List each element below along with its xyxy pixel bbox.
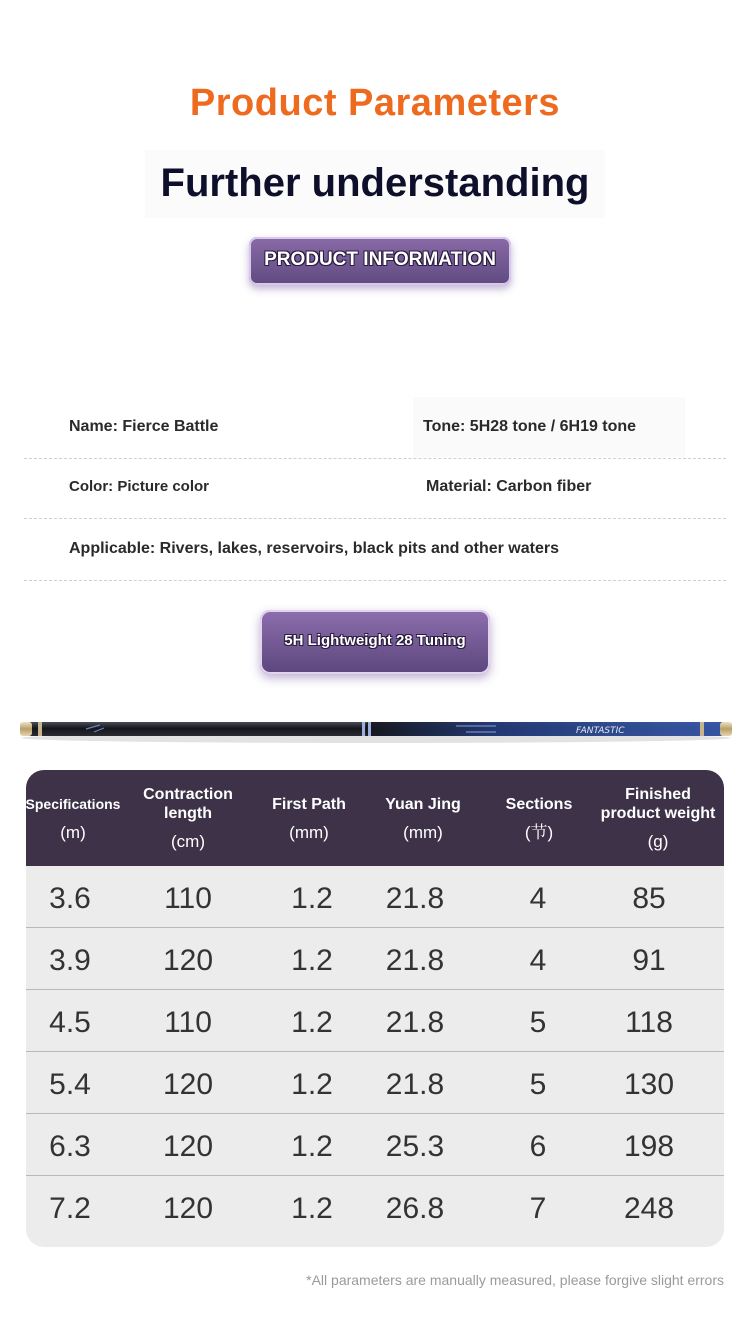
cell-first-path: 1.2: [291, 1068, 333, 1101]
cell-first-path: 1.2: [291, 1130, 333, 1163]
product-name: Name: Fierce Battle: [69, 418, 219, 435]
header-yuan-jing: Yuan Jing (mm): [385, 795, 461, 842]
header-finished-weight: Finished product weight (g): [600, 786, 716, 851]
cell-spec: 3.6: [49, 882, 91, 915]
cell-yuan-jing: 26.8: [385, 1192, 445, 1225]
cell-first-path: 1.2: [291, 1006, 333, 1039]
cell-sections: 4: [529, 882, 547, 915]
page-title: Product Parameters: [189, 82, 561, 124]
specifications-table: [26, 770, 724, 1247]
cell-first-path: 1.2: [291, 944, 333, 977]
cell-weight: 130: [623, 1068, 675, 1101]
cell-contraction: 110: [164, 882, 212, 915]
header-sections: Sections (节): [505, 795, 573, 842]
rod-brand-text: FANTASTIC: [576, 726, 625, 736]
table-row: [26, 990, 724, 1052]
product-material: Material: Carbon fiber: [426, 478, 592, 495]
table-row: [26, 1114, 724, 1176]
page-subtitle: Further understanding: [145, 150, 605, 218]
table-row: [26, 928, 724, 990]
cell-yuan-jing: 21.8: [385, 1006, 445, 1039]
info-row-color-material: [24, 457, 726, 519]
cell-sections: 5: [529, 1006, 547, 1039]
cell-yuan-jing: 21.8: [385, 882, 445, 915]
cell-weight: 85: [632, 882, 666, 915]
cell-yuan-jing: 21.8: [385, 944, 445, 977]
cell-spec: 4.5: [49, 1006, 91, 1039]
cell-first-path: 1.2: [291, 1192, 333, 1225]
info-row-applicable: [24, 519, 726, 581]
cell-sections: 5: [529, 1068, 547, 1101]
fishing-rod-image: [16, 712, 736, 748]
cell-spec: 3.9: [49, 944, 91, 977]
cell-sections: 7: [529, 1192, 547, 1225]
cell-sections: 4: [529, 944, 547, 977]
table-row: [26, 866, 724, 928]
measurement-footnote: *All parameters are manually measured, please forgive slight errors: [306, 1272, 724, 1288]
fishing-rod-illustration: [16, 712, 736, 748]
cell-weight: 118: [625, 1006, 673, 1039]
header-specifications: Specifications (m): [26, 795, 121, 842]
cell-weight: 91: [632, 944, 666, 977]
table-header: [26, 770, 724, 866]
cell-spec: 7.2: [49, 1192, 91, 1225]
cell-contraction: 120: [162, 1192, 214, 1225]
product-information-badge: PRODUCT INFORMATION: [249, 237, 511, 285]
cell-contraction: 110: [164, 1006, 212, 1039]
cell-first-path: 1.2: [291, 882, 333, 915]
cell-spec: 5.4: [49, 1068, 91, 1101]
cell-contraction: 120: [162, 1068, 214, 1101]
cell-contraction: 120: [162, 1130, 214, 1163]
cell-yuan-jing: 21.8: [385, 1068, 445, 1101]
table-row: [26, 1052, 724, 1114]
cell-weight: 198: [623, 1130, 675, 1163]
product-color: Color: Picture color: [69, 478, 210, 495]
cell-weight: 248: [623, 1192, 675, 1225]
tuning-badge: 5H Lightweight 28 Tuning: [260, 610, 490, 674]
cell-spec: 6.3: [49, 1130, 91, 1163]
table-row: [26, 1176, 724, 1238]
product-tone: Tone: 5H28 tone / 6H19 tone: [413, 397, 685, 457]
header-contraction-length: Contraction length (cm): [143, 786, 233, 851]
cell-yuan-jing: 25.3: [385, 1130, 445, 1163]
cell-contraction: 120: [162, 944, 214, 977]
header-first-path: First Path (mm): [272, 795, 346, 842]
cell-sections: 6: [529, 1130, 547, 1163]
info-row-name-tone: [24, 397, 726, 459]
product-applicable: Applicable: Rivers, lakes, reservoirs, black pits and other waters: [69, 540, 559, 557]
